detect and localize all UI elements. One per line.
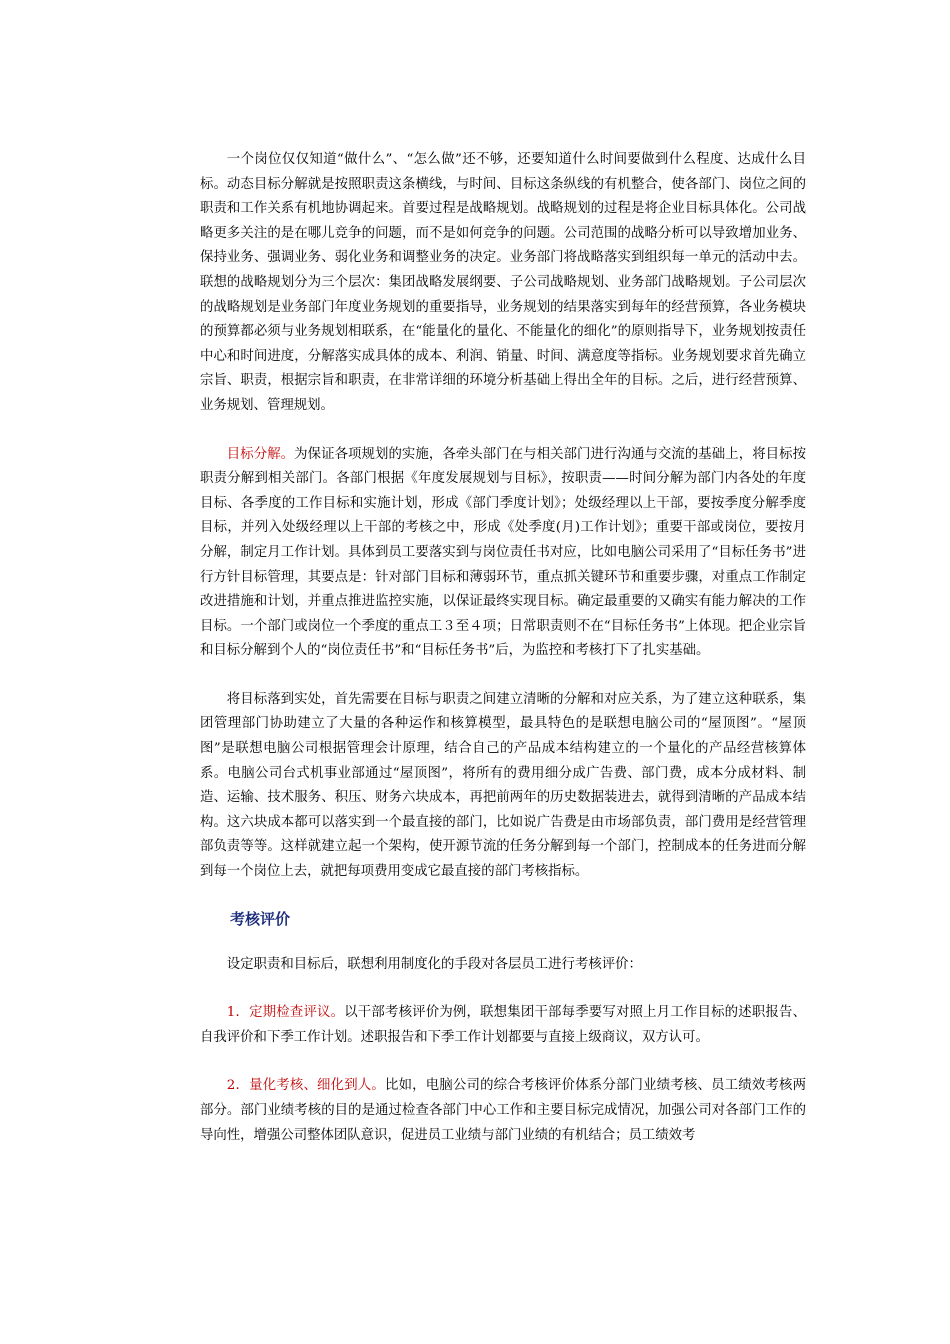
section-heading-assessment: 考核评价 bbox=[230, 909, 291, 928]
paragraph-gap bbox=[200, 932, 806, 953]
document-body bbox=[200, 148, 806, 1148]
quantified-assessment-body: 比如，电脑公司的综合考核评价体系分部门业绩考核、员工绩效考核两部分。部门业绩考核的目的是通过检查各部门中心工作和主要目标完成情况，加强公司对各部门工作的导向性，增强公司整体团队意识，促进员工业绩与部门业绩的有机结合；员工绩效考 bbox=[200, 1078, 806, 1143]
paragraph-gap bbox=[200, 419, 806, 443]
paragraph-gap bbox=[200, 664, 806, 688]
paragraph-goal-decomposition bbox=[200, 443, 806, 664]
paragraph-strategy-planning: 一个岗位仅仅知道“做什么”、“怎么做”还不够，还要知道什么时间要做到什么程度、达成什么目标。动态目标分解就是按照职责这条横线，与时间、目标这条纵线的有机整合，使各部门、岗位之间的职责和工作关系有机地协调起来。首要过程是战略规划。战略规划的过程是将企业目标具体化。公司战略更多关注的是在哪儿竞争的问题，而不是如何竞争的问题。公司范围的战略分析可以导致增加业务、保持业务、强调业务、弱化业务和调整业务的决定。业务部门将战略落实到组织每一单元的活动中去。联想的战略规划分为三个层次：集团战略发展纲要、子公司战略规划、业务部门战略规划。子公司层次的战略规划是业务部门年度业务规划的重要指导，业务规划的结果落实到每年的经营预算，各业务模块的预算都必须与业务规划相联系，在“能量化的量化、不能量化的细化”的原则指导下，业务规划按责任中心和时间进度，分解落实成具体的成本、利润、销量、时间、满意度等指标。业务规划要求首先确立宗旨、职责，根据宗旨和职责，在非常详细的环境分析基础上得出全年的目标。之后，进行经营预算、业务规划、管理规划。 bbox=[200, 152, 806, 413]
quantified-assessment-lead: 2．量化考核、细化到人。 bbox=[226, 1078, 385, 1094]
paragraph-gap bbox=[200, 885, 806, 906]
periodic-review-lead: 1．定期检查评议。 bbox=[226, 1005, 345, 1021]
paragraph-roof-chart: 将目标落到实处，首先需要在目标与职责之间建立清晰的分解和对应关系，为了建立这种联系，集团管理部门协助建立了大量的各种运作和核算模型，最具特色的是联想电脑公司的“屋顶图”。“屋顶图”是联想电脑公司根据管理会计原理，结合自己的产品成本结构建立的一个量化的产品经营核算体系。电脑公司台式机事业部通过“屋顶图”，将所有的费用细分成广告费、部门费，成本分成材料、制造、运输、技术服务、积压、财务六块成本，再把前两年的历史数据装进去，就得到清晰的产品成本结构。这六块成本都可以落实到一个最直接的部门，比如说广告费是由市场部负责，部门费用是经营管理部负责等等。这样就建立起一个架构，使开源节流的任务分解到每一个部门，控制成本的任务进而分解到每一个岗位上去，就把每项费用变成它最直接的部门考核指标。 bbox=[200, 691, 806, 880]
periodic-review-body: 以干部考核评价为例，联想集团干部每季要写对照上月工作目标的述职报告、自我评价和下季工作计划。述职报告和下季工作计划都要与直接上级商议，双方认可。 bbox=[200, 1005, 806, 1045]
paragraph-assessment-intro: 设定职责和目标后，联想利用制度化的手段对各层员工进行考核评价： bbox=[226, 956, 642, 972]
paragraph-periodic-review bbox=[200, 1001, 806, 1050]
goal-decomposition-body: 为保证各项规划的实施，各牵头部门在与相关部门进行沟通与交流的基础上，将目标按职责分解到相关部门。各部门根据《年度发展规划与目标》，按职责——时间分解为部门内各处的年度目标、各季度的工作目标和实施计划，形成《部门季度计划》；处级经理以上干部，要按季度分解季度目标，并列入处级经理以上干部的考核之中，形成《处季度(月)工作计划》；重要干部或岗位，要按月分解，制定月工作计划。具体到员工要落实到与岗位责任书对应，比如电脑公司采用了“目标任务书”进行方针目标管理，其要点是：针对部门目标和薄弱环节，重点抓关键环节和重要步骤，对重点工作制定改进措施和计划，并重点推进监控实施，以保证最终实现目标。确定最重要的又确实有能力解决的工作目标。一个部门或岗位一个季度的重点工３至４项；日常职责则不在“目标任务书”上体现。把企业宗旨和目标分解到个人的“岗位责任书”和“目标任务书”后，为监控和考核打下了扎实基础。 bbox=[200, 446, 806, 659]
paragraph-quantified-assessment bbox=[200, 1074, 806, 1148]
paragraph-gap bbox=[200, 977, 806, 1001]
goal-decomposition-lead: 目标分解。 bbox=[226, 446, 295, 462]
paragraph-gap bbox=[200, 1050, 806, 1074]
